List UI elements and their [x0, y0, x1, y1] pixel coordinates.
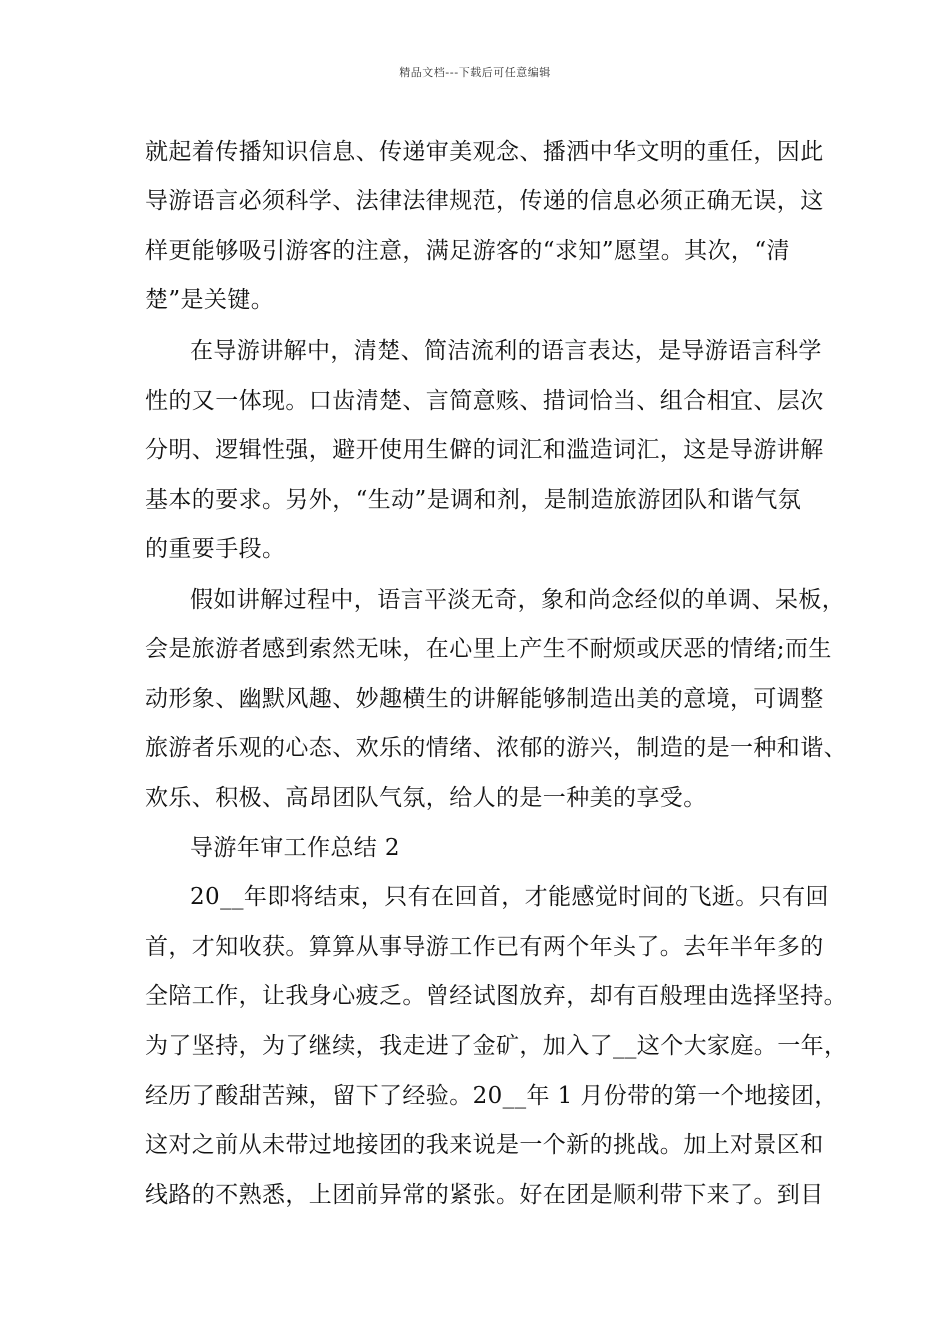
body-line-7: 分明、逻辑性强，避开使用生僻的词汇和滥造词汇，这是导游讲解	[145, 437, 824, 463]
body-line-2: 导游语言必须科学、法律法律规范，传递的信息必须正确无误，这	[145, 188, 824, 214]
section-heading: 导游年审工作总结 2	[190, 835, 400, 861]
body-line-1: 就起着传播知识信息、传递审美观念、播洒中华文明的重任，因此	[145, 139, 824, 165]
body-line-5: 在导游讲解中，清楚、简洁流利的语言表达，是导游语言科学	[190, 338, 822, 364]
body-line-21: 这对之前从未带过地接团的我来说是一个新的挑战。加上对景区和	[145, 1132, 824, 1158]
body-line-12: 动形象、幽默风趣、妙趣横生的讲解能够制造出美的意境，可调整	[145, 686, 824, 712]
body-line-19: 为了坚持，为了继续，我走进了金矿，加入了__这个大家庭。一年，	[145, 1033, 848, 1059]
body-line-10: 假如讲解过程中，语言平淡无奇，象和尚念经似的单调、呆板，	[190, 587, 846, 613]
body-line-13: 旅游者乐观的心态、欢乐的情绪、浓郁的游兴，制造的是一种和谐、	[145, 735, 847, 761]
body-line-8: 基本的要求。另外，“生动”是调和剂，是制造旅游团队和谐气氛	[145, 487, 802, 513]
body-line-6: 性的又一体现。口齿清楚、言简意赅、措词恰当、组合相宜、层次	[145, 388, 824, 414]
body-line-3: 样更能够吸引游客的注意，满足游客的“求知”愿望。其次，“清	[145, 238, 790, 264]
body-line-14: 欢乐、积极、高昂团队气氛，给人的是一种美的享受。	[145, 785, 707, 811]
page-header: 精品文档---下载后可任意编辑	[399, 66, 551, 79]
body-line-20: 经历了酸甜苦辣，留下了经验。20__年 1 月份带的第一个地接团，	[145, 1083, 838, 1109]
body-line-16: 20__年即将结束，只有在回首，才能感觉时间的飞逝。只有回	[190, 884, 829, 910]
body-line-18: 全陪工作，让我身心疲乏。曾经试图放弃，却有百般理由选择坚持。	[145, 983, 847, 1009]
body-line-11: 会是旅游者感到索然无味，在心里上产生不耐烦或厌恶的情绪;而生	[145, 636, 832, 662]
body-line-9: 的重要手段。	[145, 536, 286, 562]
body-line-17: 首，才知收获。算算从事导游工作已有两个年头了。去年半年多的	[145, 934, 824, 960]
body-line-4: 楚”是关键。	[145, 287, 275, 313]
body-line-22: 线路的不熟悉，上团前异常的紧张。好在团是顺利带下来了。到目	[145, 1182, 824, 1208]
